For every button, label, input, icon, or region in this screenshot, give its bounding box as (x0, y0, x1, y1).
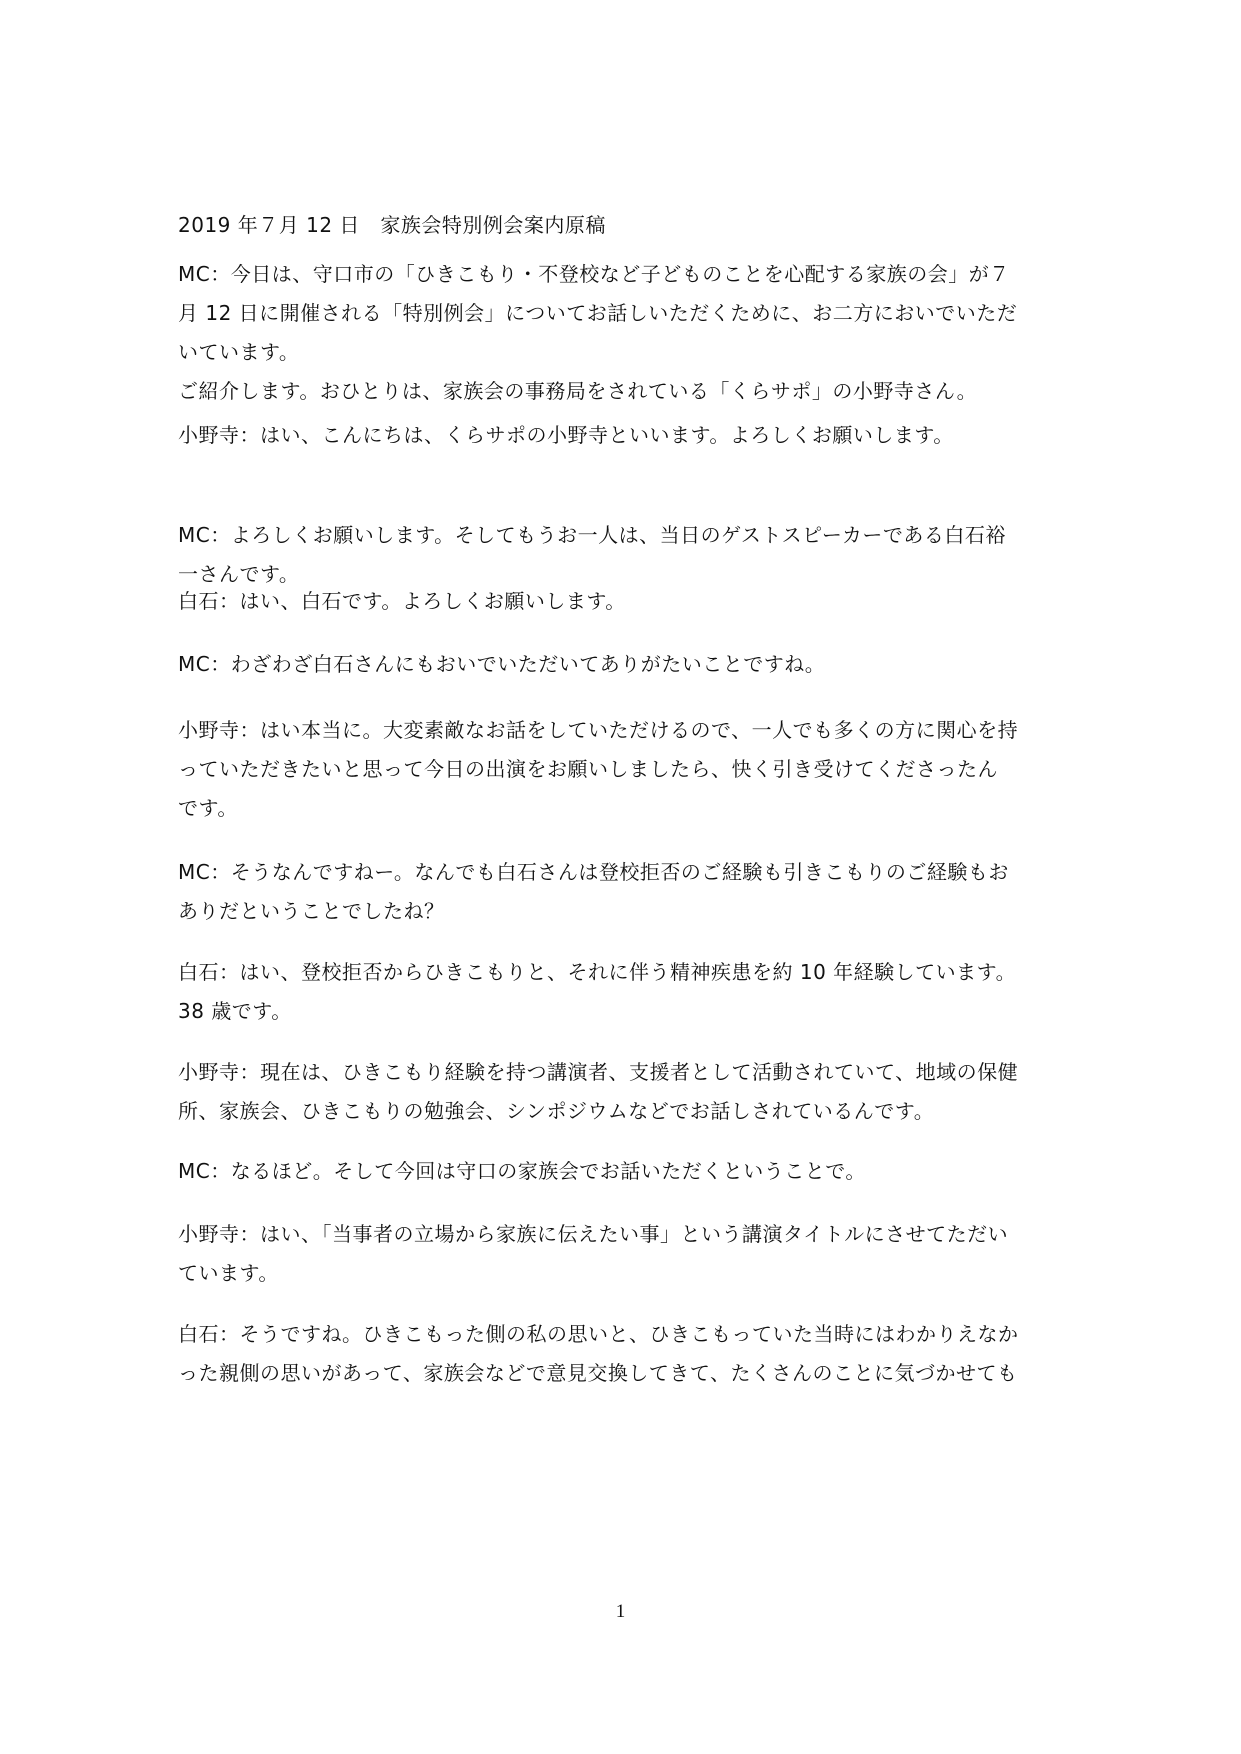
paragraph (178, 645, 1070, 684)
text-line: ています。 (178, 1261, 279, 1285)
text-line: 38 歳です。 (178, 999, 292, 1023)
text-line: 白石：はい、白石です。よろしくお願いします。 (178, 589, 626, 613)
text-line: いています。 (178, 340, 300, 364)
text-line: 小野寺：はい本当に。大変素敵なお話をしていただけるので、一人でも多くの方に関心を持 (178, 718, 1019, 742)
text-line: MC：そうなんですねー。なんでも白石さんは登校拒否のご経験も引きこもりのご経験もお (178, 860, 1009, 884)
text-line: 所、家族会、ひきこもりの勉強会、シンポジウムなどでお話しされているんです。 (178, 1099, 935, 1123)
text-line: 一さんです。 (178, 562, 300, 586)
text-line: MC：わざわざ白石さんにもおいでいただいてありがたいことですね。 (178, 652, 826, 676)
paragraph (178, 255, 1070, 411)
paragraph (178, 1152, 1070, 1191)
document-title: 2019 年７月 12 日 家族会特別例会案内原稿 (178, 213, 606, 237)
text-line: 小野寺：はい、「当事者の立場から家族に伝えたい事」という講演タイトルにさせてただい (178, 1222, 1009, 1246)
paragraph (178, 711, 1070, 828)
text-line: です。 (178, 796, 238, 820)
text-line: 白石：はい、登校拒否からひきこもりと、それに伴う精神疾患を約 10 年経験しています。 (178, 960, 1017, 984)
text-line: ご紹介します。おひとりは、家族会の事務局をされている「くらサポ」の小野寺さん。 (178, 379, 978, 403)
text-line: ありだということでしたね？ (178, 899, 445, 923)
paragraph (178, 953, 1070, 1031)
text-line: 白石：そうですね。ひきこもった側の私の思いと、ひきこもっていた当時にはわかりえなか (178, 1322, 1019, 1346)
paragraph (178, 853, 1070, 931)
paragraph (178, 416, 1070, 455)
page-number: 1 (615, 1601, 626, 1622)
paragraph (178, 582, 1070, 621)
paragraph (178, 1315, 1070, 1393)
text-line: MC：なるほど。そして今回は守口の家族会でお話いただくということで。 (178, 1159, 866, 1183)
text-line: っていただきたいと思って今日の出演をお願いしましたら、快く引き受けてくださったん (178, 757, 998, 781)
paragraph (178, 1215, 1070, 1293)
text-line: 小野寺：はい、こんにちは、くらサポの小野寺といいます。よろしくお願いします。 (178, 423, 954, 447)
paragraph (178, 1053, 1070, 1131)
text-line: MC：今日は、守口市の「ひきこもり・不登校など子どものことを心配する家族の会」が７ (178, 262, 1010, 286)
text-line: 小野寺：現在は、ひきこもり経験を持つ講演者、支援者として活動されていて、地域の保健 (178, 1060, 1019, 1084)
text-line: 月 12 日に開催される「特別例会」についてお話しいただくために、お二方においでいただ (178, 301, 1018, 325)
text-line: った親側の思いがあって、家族会などで意見交換してきて、たくさんのことに気づかせても (178, 1361, 1018, 1385)
text-line: MC：よろしくお願いします。そしてもうお一人は、当日のゲストスピーカーである白石裕 (178, 523, 1006, 547)
